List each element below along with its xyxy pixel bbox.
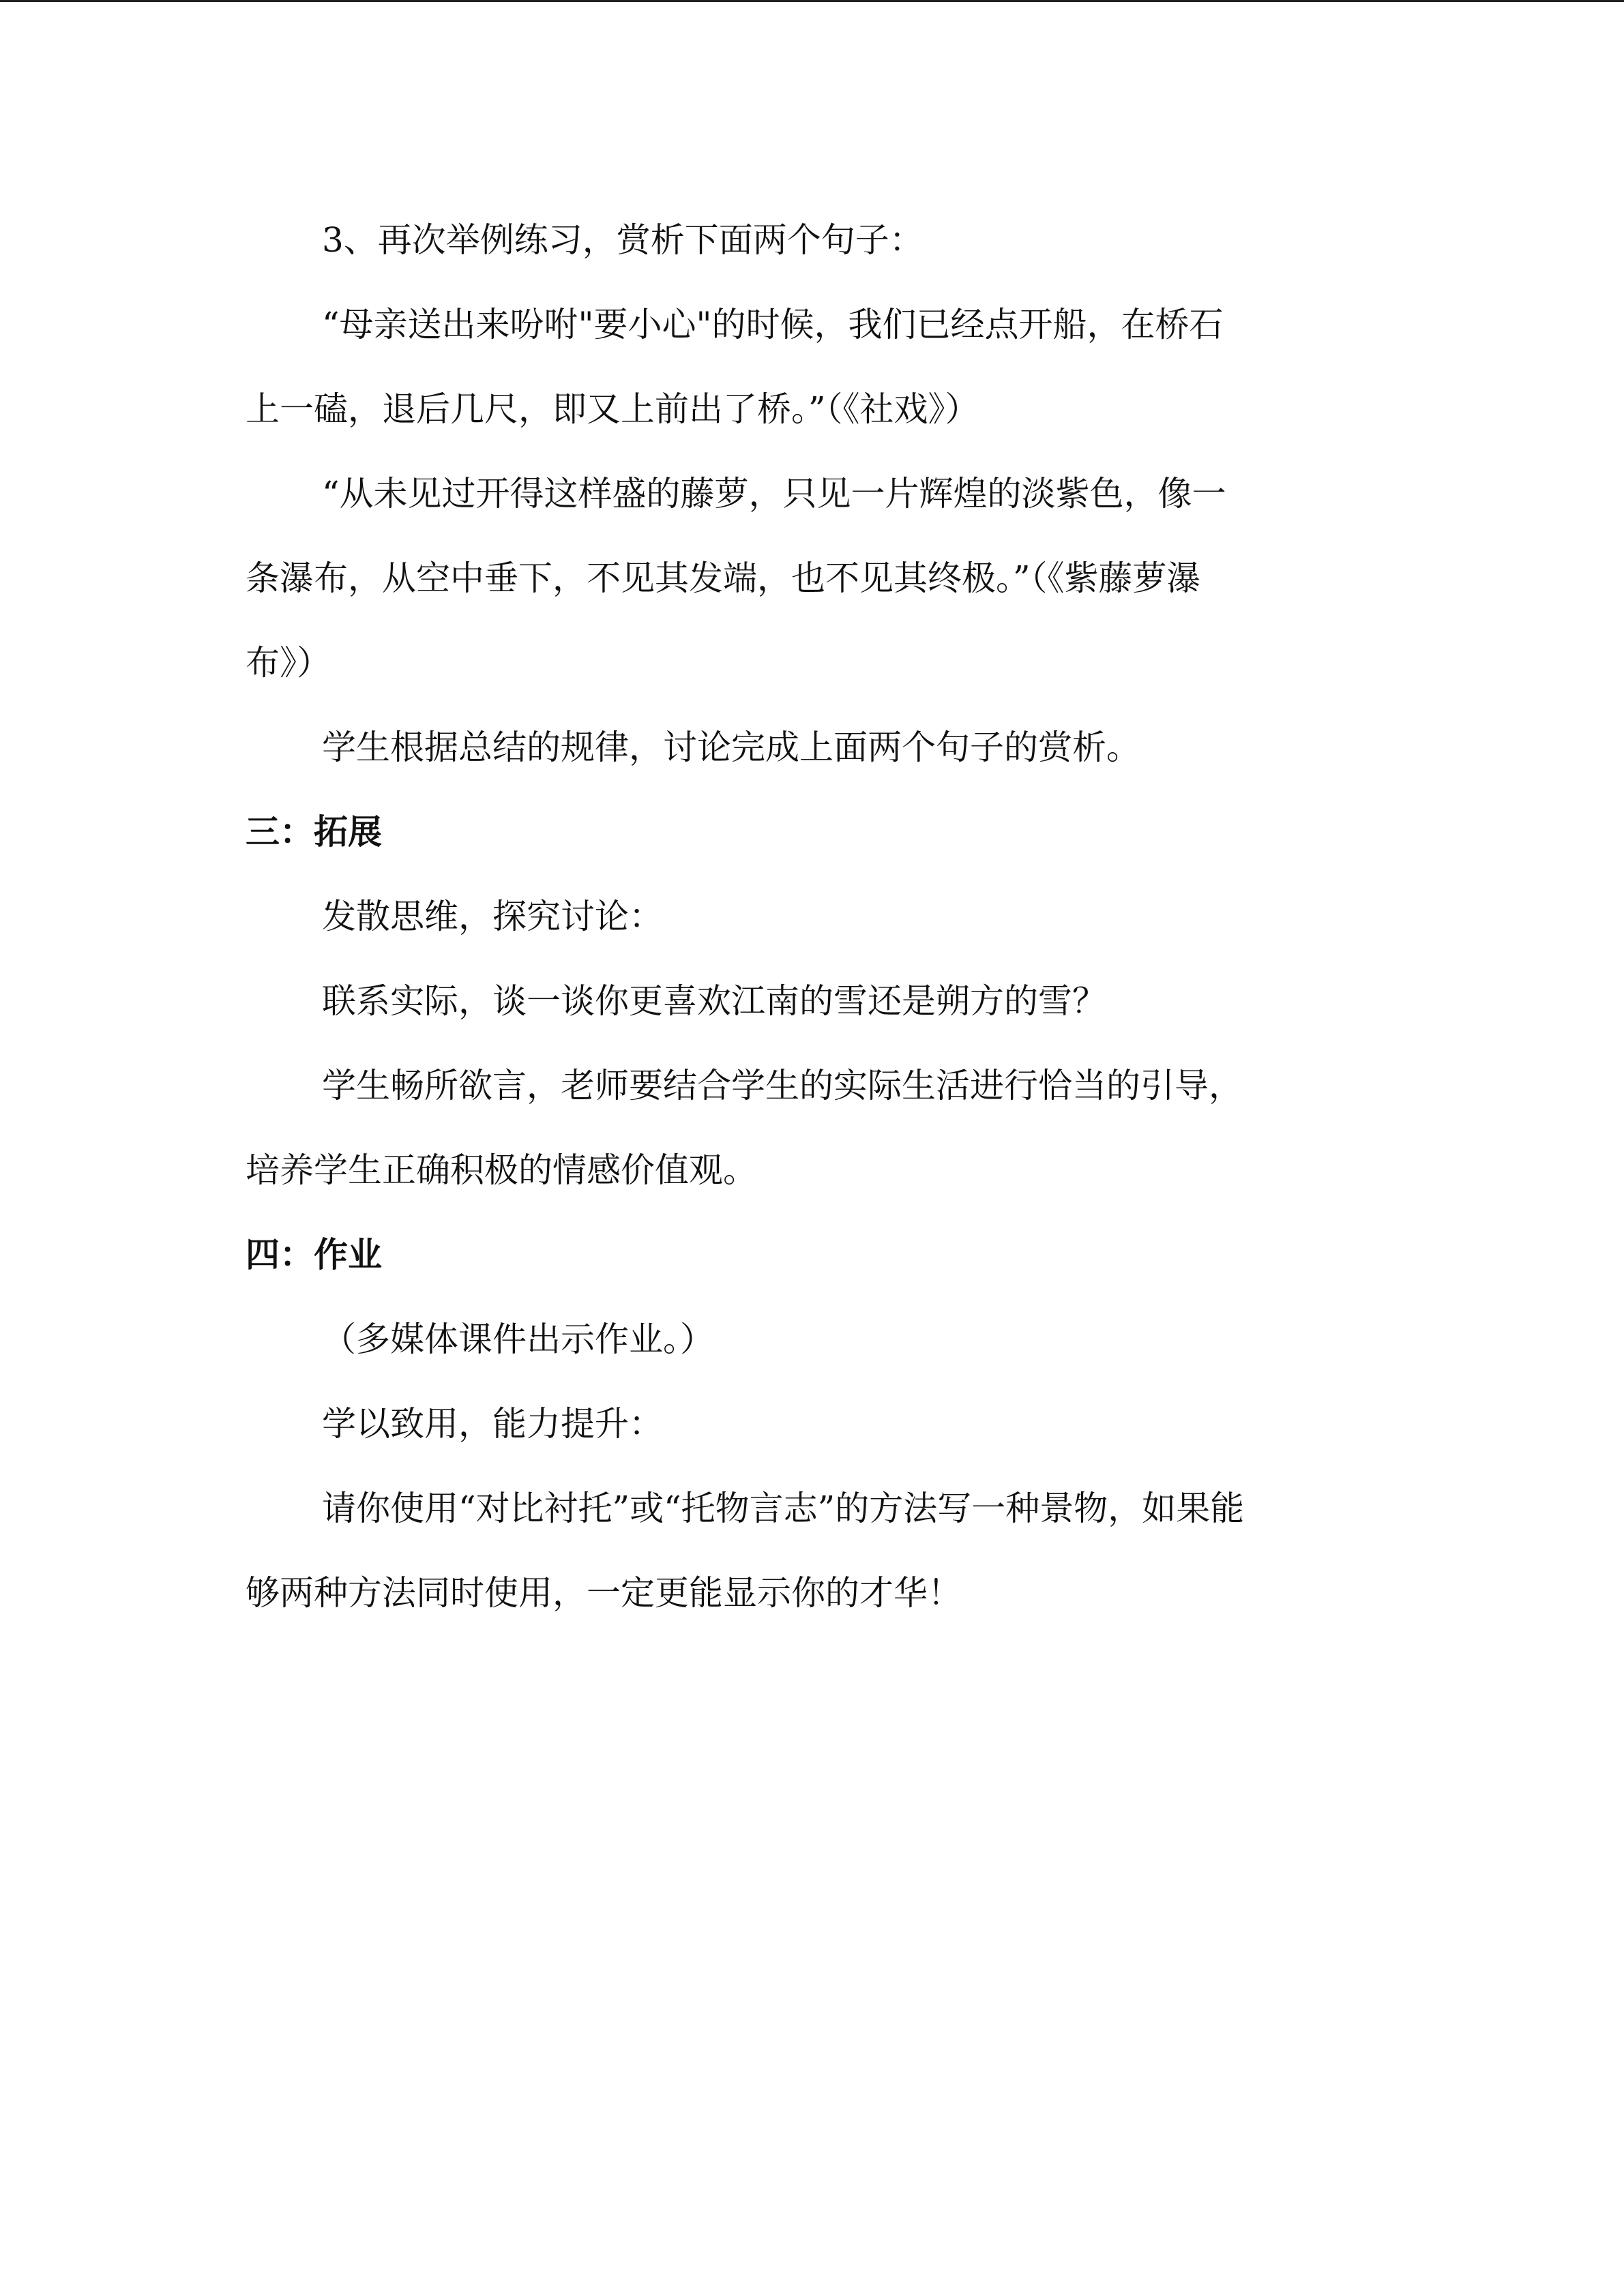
- quote-2-line-2: 条瀑布，从空中垂下，不见其发端，也不见其终极。”（《紫藤萝瀑: [246, 558, 1201, 598]
- quote-1-line-1: “母亲送出来吩咐"要小心"的时候，我们已经点开船，在桥石: [322, 305, 1224, 344]
- section-heading-extension: 三：拓展: [246, 812, 382, 852]
- quote-2-line-1: “从未见过开得这样盛的藤萝，只见一片辉煌的淡紫色，像一: [322, 474, 1226, 513]
- homework-task-line-2: 够两种方法同时使用，一定更能显示你的才华！: [246, 1573, 962, 1613]
- homework-note: （多媒体课件出示作业。）: [322, 1320, 714, 1359]
- discussion-prompt: 发散思维，探究讨论：: [322, 897, 663, 936]
- teacher-guidance-line-1: 学生畅所欲言，老师要结合学生的实际生活进行恰当的引导，: [322, 1066, 1243, 1105]
- section-heading-homework: 四：作业: [246, 1235, 382, 1274]
- question-text: 联系实际，谈一谈你更喜欢江南的雪还是朔方的雪？: [322, 981, 1106, 1021]
- homework-subtitle: 学以致用，能力提升：: [322, 1404, 663, 1444]
- top-border-line: [0, 0, 1624, 2]
- document-body: [246, 198, 1364, 1635]
- homework-task-line-1: 请你使用“对比衬托”或“托物言志”的方法写一种景物，如果能: [322, 1489, 1245, 1528]
- quote-2-line-3: 布》）: [246, 643, 331, 683]
- exercise-instruction: 3、再次举例练习，赏析下面两个句子：: [322, 220, 924, 260]
- teacher-guidance-line-2: 培养学生正确积极的情感价值观。: [246, 1150, 757, 1190]
- analysis-instruction: 学生根据总结的规律，讨论完成上面两个句子的赏析。: [322, 728, 1140, 767]
- quote-1-line-2: 上一磕，退后几尺，即又上前出了桥。”（《社戏》）: [246, 389, 979, 429]
